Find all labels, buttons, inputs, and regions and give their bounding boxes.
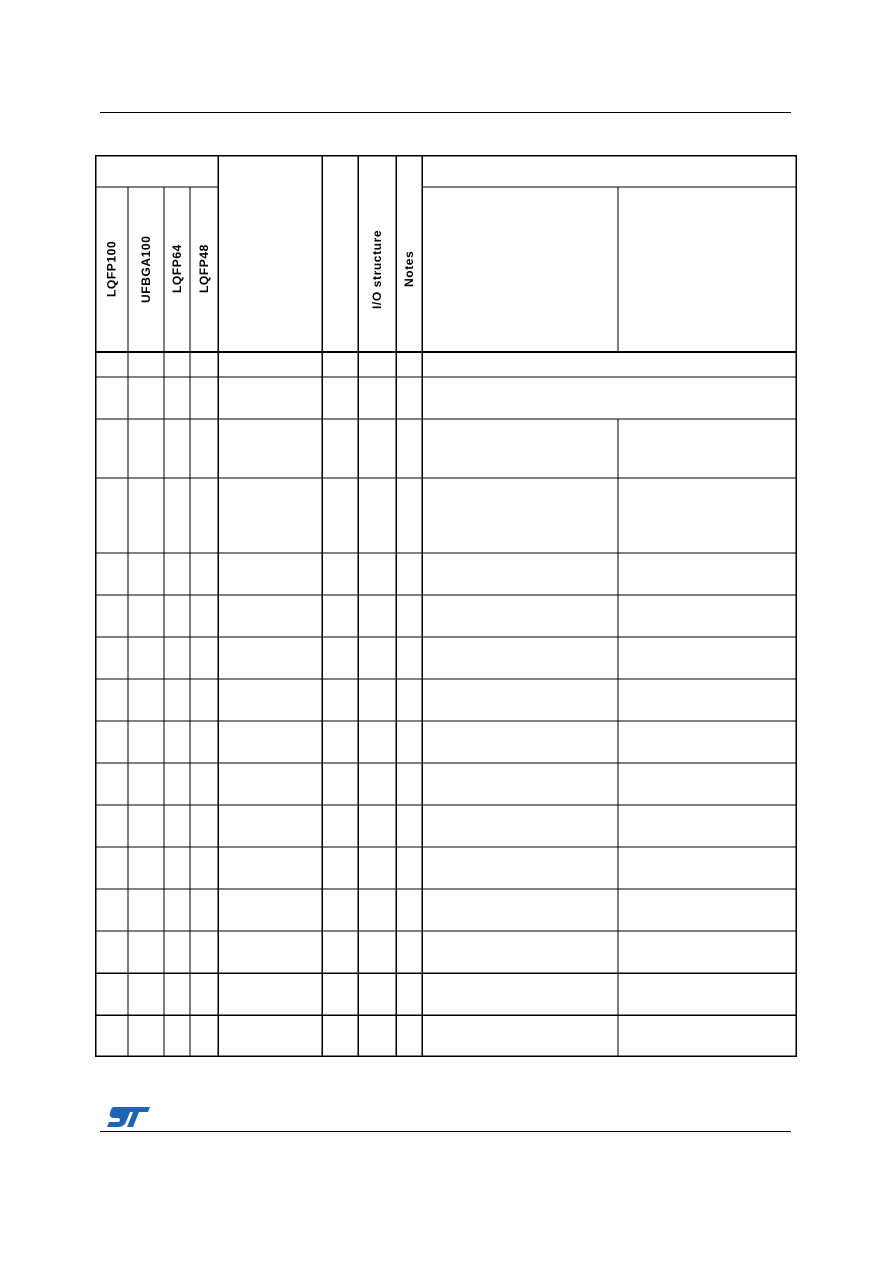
pin-definition-table	[95, 155, 797, 1057]
column-header-ufbga100: UFBGA100	[139, 235, 153, 303]
column-header-notes: Notes	[402, 250, 416, 288]
column-header-io-structure: I/O structure	[370, 229, 384, 309]
column-header-lqfp100: LQFP100	[104, 240, 119, 298]
column-header-lqfp48: LQFP48	[197, 244, 211, 294]
footer-rule	[100, 1131, 791, 1132]
header-rule	[100, 112, 791, 113]
column-header-lqfp64: LQFP64	[170, 244, 184, 294]
st-logo-icon	[106, 1104, 152, 1130]
